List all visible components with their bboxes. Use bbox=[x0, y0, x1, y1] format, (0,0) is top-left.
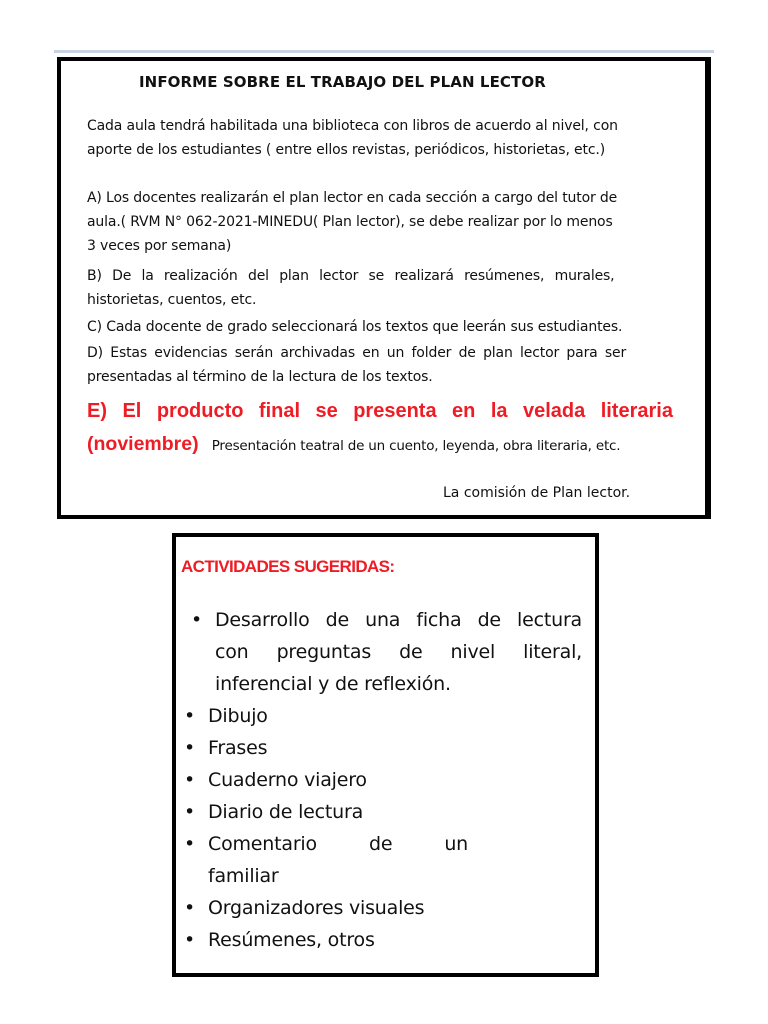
item-e-word: en bbox=[452, 400, 476, 422]
informe-title: INFORME SOBRE EL TRABAJO DEL PLAN LECTOR bbox=[139, 73, 546, 91]
item-a-line-2: aula.( RVM N° 062-2021-MINEDU( Plan lector), se debe realizar por lo menos bbox=[87, 214, 613, 230]
list-item-line: con preguntas de nivel literal, bbox=[215, 641, 582, 663]
signature: La comisión de Plan lector. bbox=[443, 485, 631, 501]
item-e-word: presenta bbox=[353, 400, 437, 422]
item-b-line-1: B) De la realización del plan lector se realizará resúmenes, murales, bbox=[87, 268, 615, 284]
list-item: • Resúmenes, otros bbox=[182, 924, 582, 956]
actividades-list bbox=[182, 604, 582, 956]
item-a-line-3: 3 veces por semana) bbox=[87, 238, 232, 254]
list-item: • Diario de lectura bbox=[182, 796, 582, 828]
item-e-word: literaria bbox=[600, 400, 673, 422]
list-item-line: inferencial y de reflexión. bbox=[215, 673, 451, 695]
item-d-line-2: presentadas al término de la lectura de los textos. bbox=[87, 369, 433, 385]
item-d-line-1: D) Estas evidencias serán archivadas en un folder de plan lector para ser bbox=[87, 345, 627, 361]
actividades-title: ACTIVIDADES SUGERIDAS: bbox=[181, 557, 395, 576]
list-item bbox=[182, 604, 582, 700]
list-item-word: de bbox=[368, 833, 393, 855]
item-e-word: se bbox=[315, 400, 338, 422]
list-item: • Cuaderno viajero bbox=[182, 764, 582, 796]
informe-box bbox=[57, 57, 711, 519]
intro-line-2: aporte de los estudiantes ( entre ellos revistas, periódicos, historietas, etc.) bbox=[87, 142, 606, 158]
top-divider bbox=[54, 50, 714, 53]
item-e-line-2 bbox=[87, 433, 620, 456]
item-e-word: final bbox=[258, 400, 301, 422]
item-e-description: Presentación teatral de un cuento, leyenda, obra literaria, etc. bbox=[211, 438, 621, 454]
list-item-line: familiar bbox=[208, 865, 279, 887]
item-e-word: la bbox=[490, 400, 508, 422]
list-item: • Organizadores visuales bbox=[182, 892, 582, 924]
intro-line-1: Cada aula tendrá habilitada una biblioteca con libros de acuerdo al nivel, con bbox=[87, 118, 618, 134]
item-a-line-1: A) Los docentes realizarán el plan lector en cada sección a cargo del tutor de bbox=[87, 190, 618, 206]
item-e-word: producto bbox=[156, 400, 244, 422]
item-e-month: (noviembre) bbox=[87, 433, 199, 455]
list-item-word: un bbox=[444, 833, 468, 855]
list-item: • Frases bbox=[182, 732, 582, 764]
item-e-heading bbox=[87, 400, 673, 423]
list-item bbox=[182, 828, 582, 892]
item-e-word: E) bbox=[87, 400, 107, 422]
item-e-word: El bbox=[122, 400, 142, 422]
item-b-line-2: historietas, cuentos, etc. bbox=[87, 292, 257, 308]
list-item-word: • Comentario bbox=[208, 833, 317, 855]
actividades-box bbox=[172, 533, 599, 977]
list-item-line: • Desarrollo de una ficha de lectura bbox=[215, 609, 582, 631]
list-item-line bbox=[208, 828, 468, 860]
list-item: • Dibujo bbox=[182, 700, 582, 732]
item-e-word: velada bbox=[522, 400, 586, 422]
item-c-line-1: C) Cada docente de grado seleccionará los textos que leerán sus estudiantes. bbox=[87, 319, 623, 335]
